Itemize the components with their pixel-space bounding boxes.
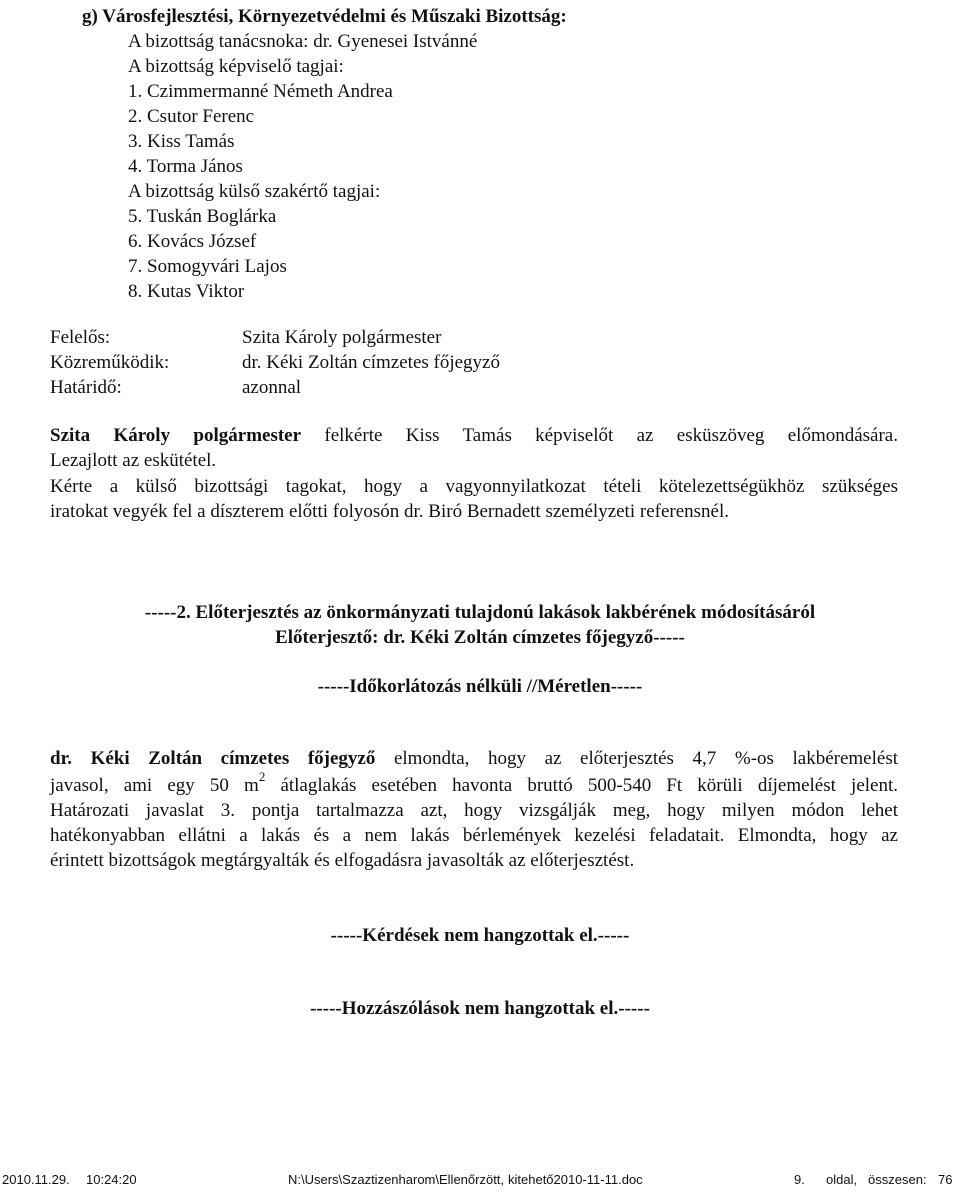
oath-line-1 [50, 423, 898, 448]
speech-line-1-text: elmondta, hogy az előterjesztés 4,7 %-os lakbéremelést [375, 748, 899, 769]
agenda-presenter: Előterjesztő: dr. Kéki Zoltán címzetes főjegyző----- [275, 627, 685, 648]
footer-filename: kitehető2010-11-11.doc [508, 1172, 643, 1187]
footer-total-label: összesen: [868, 1172, 927, 1187]
no-time-limit-notice: -----Időkorlátozás nélküli //Méretlen----- [317, 676, 643, 697]
no-questions-notice: -----Kérdések nem hangzottak el.----- [330, 925, 630, 946]
oath-line-3: Kérte a külső bizottsági tagokat, hogy a vagyonnyilatkozat tételi kötelezettségükhöz szükséges [50, 476, 898, 497]
external-member-item: 7. Somogyvári Lajos [128, 256, 287, 277]
speech-line-2-a: javasol, ami egy 50 m [50, 775, 259, 796]
speech-line-4: hatékonyabban ellátni a lakás és a nem lakás bérlemények kezelési feladatait. Elmondta, hogy az [50, 825, 898, 846]
cooperating-label: Közreműködik: [50, 352, 170, 373]
cooperating-value: dr. Kéki Zoltán címzetes főjegyző [242, 352, 500, 373]
footer-date: 2010.11.29. [2, 1172, 70, 1187]
members-label: A bizottság képviselő tagjai: [128, 56, 344, 77]
external-member-item: 5. Tuskán Boglárka [128, 206, 277, 227]
oath-line-1-text: felkérte Kiss Tamás képviselőt az esküszöveg előmondására. [301, 425, 898, 446]
footer-page-label: oldal, [826, 1172, 858, 1187]
external-member-item: 6. Kovács József [128, 231, 257, 252]
speech-line-2 [50, 768, 898, 798]
footer-page-number: 9. [794, 1172, 805, 1187]
external-members-label: A bizottság külső szakértő tagjai: [128, 181, 381, 202]
external-member-item: 8. Kutas Viktor [128, 281, 245, 302]
oath-speaker: Szita Károly polgármester [50, 425, 302, 446]
footer-time: 10:24:20 [86, 1172, 137, 1187]
responsible-label: Felelős: [50, 327, 111, 348]
member-item: 4. Torma János [128, 156, 243, 177]
oath-line-4: iratokat vegyék fel a díszterem előtti folyosón dr. Biró Bernadett személyzeti referensnél. [50, 501, 729, 522]
deadline-value: azonnal [242, 377, 302, 398]
footer-path: N:\Users\Szaztizenharom\Ellenőrzött, [288, 1172, 505, 1187]
footer-total-pages: 76 [938, 1172, 953, 1187]
speech-speaker: dr. Kéki Zoltán címzetes főjegyző [50, 748, 376, 769]
member-item: 1. Czimmermanné Németh Andrea [128, 81, 393, 102]
deadline-label: Határidő: [50, 377, 122, 398]
speech-line-5: érintett bizottságok megtárgyalták és elfogadásra javasolták az előterjesztést. [50, 850, 635, 871]
no-comments-notice: -----Hozzászólások nem hangzottak el.----- [310, 998, 650, 1019]
superscript-2: 2 [258, 768, 266, 784]
committee-secretary: A bizottság tanácsnoka: dr. Gyenesei Istvánné [128, 31, 478, 52]
speech-line-3: Határozati javaslat 3. pontja tartalmazza azt, hogy vizsgálják meg, hogy milyen módon lehet [50, 800, 898, 821]
speech-line-1 [50, 746, 898, 771]
member-item: 2. Csutor Ferenc [128, 106, 255, 127]
member-item: 3. Kiss Tamás [128, 131, 235, 152]
speech-line-2-b: átlaglakás esetében havonta bruttó 500-540 Ft körüli díjemelést jelent. [265, 775, 898, 796]
agenda-title: -----2. Előterjesztés az önkormányzati tulajdonú lakások lakbérének módosításáról [144, 602, 816, 623]
committee-heading: g) Városfejlesztési, Környezetvédelmi és Műszaki Bizottság: [82, 6, 567, 27]
responsible-value: Szita Károly polgármester [242, 327, 442, 348]
oath-line-2: Lezajlott az eskütétel. [50, 450, 217, 471]
